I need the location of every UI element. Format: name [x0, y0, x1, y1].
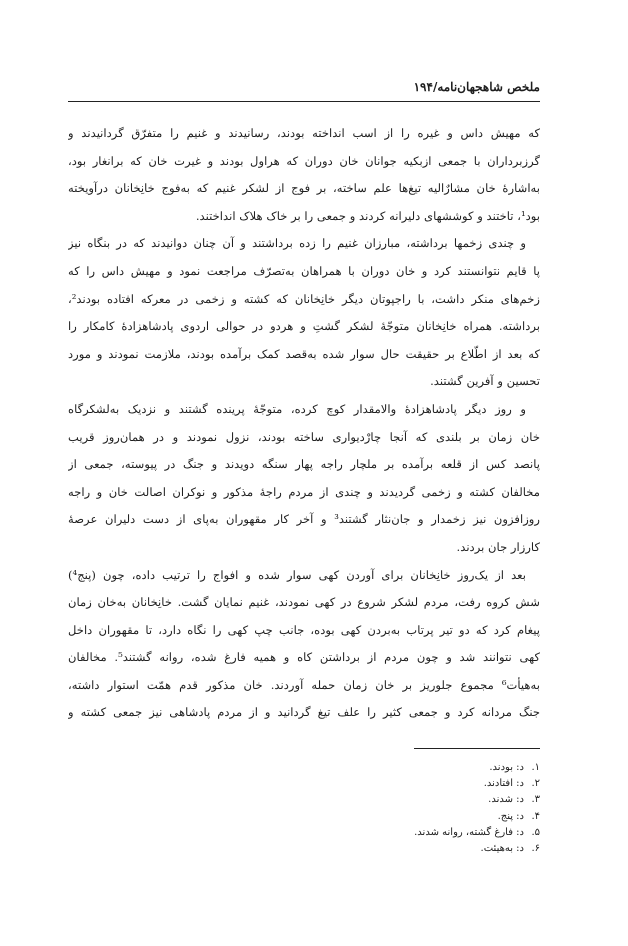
text-line: جنگ مردانه کرد و جمعی کثیر را علف تیغ گردانید و از مردم پادشاهی نیز جمعی کشته و [68, 705, 540, 720]
text-line: تحسین و آفرین گشتند. [430, 374, 540, 389]
header-divider [68, 101, 540, 102]
text-line: بود¹، تاختند و کوششهای دلیرانه کردند و جمعی را بر خاک هلاک انداختند. [195, 208, 540, 223]
footnotes [300, 760, 540, 857]
text-line: روزافزون نیز زخمدار و جان‌نثار گشتند³ و آخر کار مقهوران به‌پای از دست دلیران عرصهٔ [68, 512, 540, 527]
footnote-text: د: بودند. [489, 762, 524, 773]
text-line: کهی نتوانند شد و چون مردم از برداشتن کاه و همیه فارغ شده، روانه گشتند⁵. مخالفان [68, 650, 540, 665]
footnote-item [300, 792, 540, 808]
footnote-text: د: افتادند. [483, 778, 524, 790]
footnote-text: د: پنج. [497, 810, 524, 822]
text-line: به‌اشارهٔ خان مشارٌالیه تیغ‌ها علم ساخته، بر فوج از لشکر غنیم که به‌فوج خانِخانان درآویخته [68, 181, 540, 196]
text-line: خان زمان بر بلندی که آنجا چارْدیواری ساخته بودند، نزول نمودند و در همان‌روز قریب [68, 429, 540, 444]
footnote-item [300, 841, 540, 857]
running-header: ملخص شاهجهان‌نامه/۱۹۴ [413, 80, 540, 94]
footnote-number: ۴. [531, 810, 540, 822]
text-line: پیغام کرد که دو تیر پرتاب به‌بردن کهی بوده، جانب چپ کهی را نگاه دارد، تا مقهوران داخل [68, 622, 540, 637]
text-line: که بعد از اطّلاع بر حقیقت حال سوار شده به‌قصد کمک برآمده بودند، ملازمت نمودند و مورد [68, 346, 540, 361]
footnote-number: ۱. [531, 762, 540, 773]
footnote-item [300, 809, 540, 825]
text-line: مخالفان کشته و زخمی گردیدند و چندی از مردم راجهٔ مذکور و نوکران اصالت خان و راجه [68, 484, 540, 499]
text-line: گرزبرداران با جمعی ازبکیه جوانان خان دوران که هراول بودند و غیرت خان که برانغار بود، [68, 153, 540, 168]
text-line: زخم‌های منکر داشت، با راجپوتان دیگر خانِخانان که کشته و زخمی در معرکه افتاده بودند²، [68, 291, 540, 306]
footnote-text: د: فارغ گشته، روانه شدند. [414, 826, 524, 838]
footnote-number: ۵. [531, 826, 540, 838]
footnote-item [300, 776, 540, 792]
main-text [68, 120, 540, 727]
footnote-item [300, 825, 540, 841]
text-line: کارزار جان بردند. [456, 539, 540, 554]
text-line: شش کروه رفت، مردم لشکر شروع در کهی نمودند، غنیم نمایان گشت. خانِخانان به‌خان زمان [68, 595, 540, 610]
footnote-number: ۶. [531, 842, 540, 854]
text-line: بعد از یک‌روز خانِخانان برای آوردن کهی سوار شده و افواج را ترتیب داده، چون (پنج⁴) [68, 567, 526, 582]
text-line: پانصد کس از قلعه برآمده بر ملچار راجه پهار سنگه دویدند و جنگ در پیوسته، جمعی از [68, 457, 540, 472]
footnote-text: د: به‌هیئت. [480, 842, 524, 854]
footnote-divider [414, 748, 540, 749]
text-line: پا قایم نتوانستند کرد و خان دوران با همراهان به‌تصرّف مراجعت نمود و مهیش داس را که [68, 263, 540, 278]
footnote-number: ۳. [531, 794, 540, 806]
footnote-item [300, 760, 540, 776]
text-line: برداشته. همراه خانِخانان متوجّهٔ لشکر گشتِ و هردو در حوالی اردوی پادشاهزادهٔ کامکار را [68, 319, 540, 334]
footnote-text: د: شدند. [488, 794, 524, 806]
footnote-number: ۲. [531, 778, 540, 790]
text-line: و روز دیگر پادشاهزادهٔ والامقدار کوچ کرده، متوجّهٔ پرینده گشتند و نزدیک به‌لشکرگاه [68, 401, 526, 416]
text-line: به‌هیأت⁶ مجموع جلوریز بر خان زمان حمله آوردند. خان مذکور قدم همّت استوار داشته، [68, 677, 540, 692]
text-line: و چندی زخمها برداشته، مبارزان غنیم را زده برداشتند و آن چنان دوانیدند که در بنگاه نیز [68, 236, 526, 251]
text-line: که مهیش داس و غیره را از اسب انداخته بودند، رسانیدند و غنیم را متفرّق گردانیدند و [68, 126, 540, 140]
